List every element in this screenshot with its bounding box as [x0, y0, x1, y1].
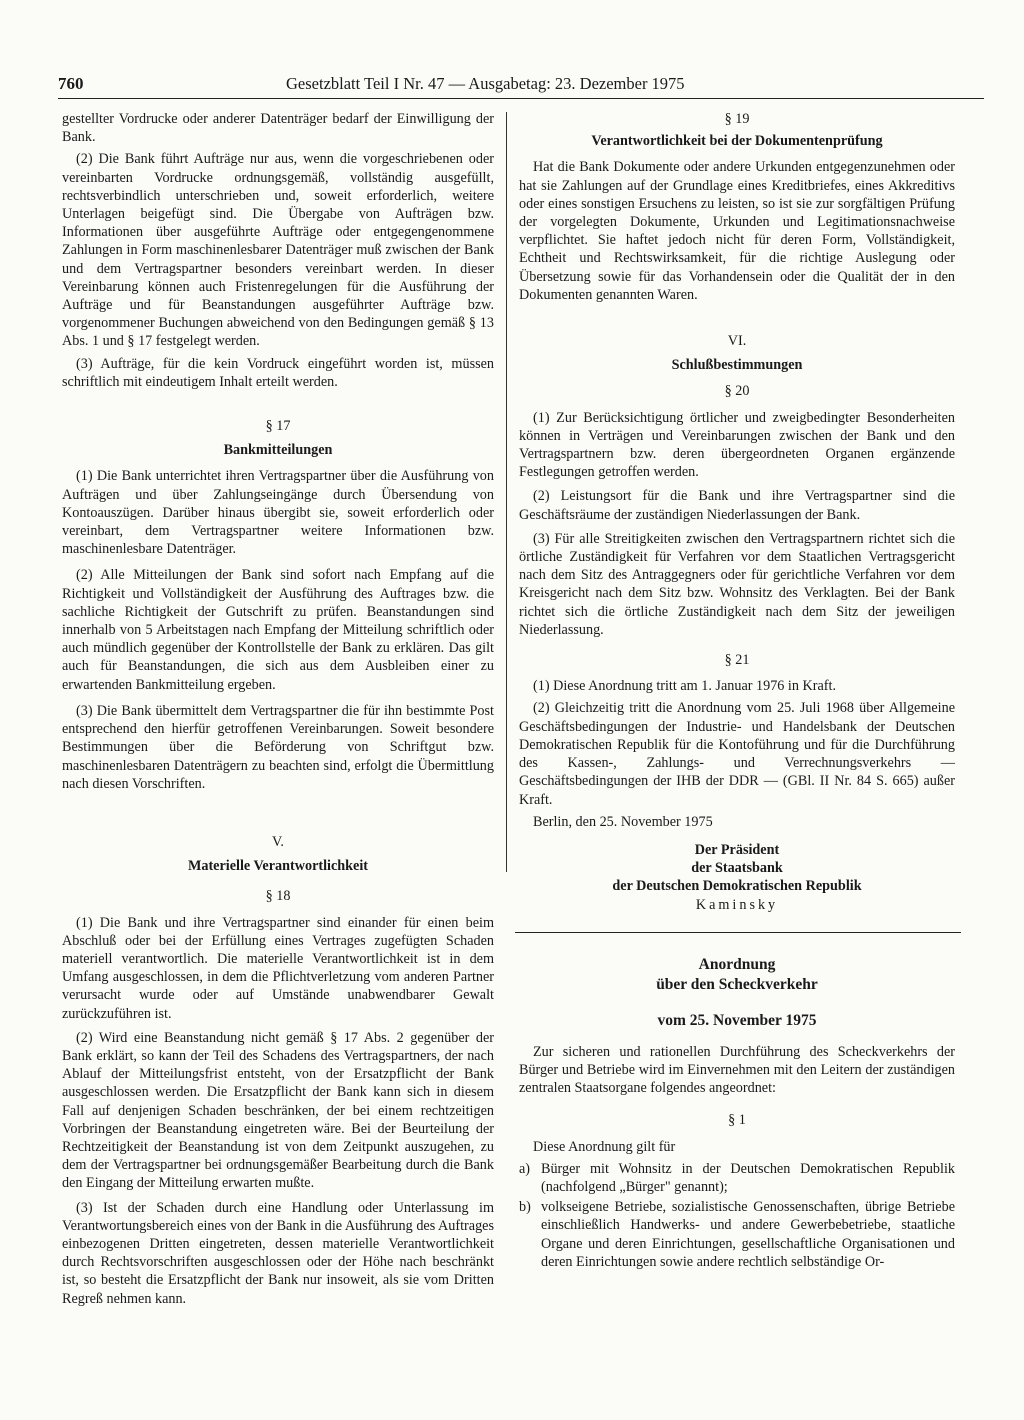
left-column: [62, 110, 494, 1312]
signature-line-3: der Deutschen Demokratischen Republik: [612, 878, 862, 895]
signature-line-1: Der Präsident: [694, 841, 780, 858]
paragraph-19: Hat die Bank Dokumente oder andere Urkunden entgegenzunehmen oder hat sie Zahlungen auf der Grundlage eines Kreditbriefes, eines Akkreditivs oder eines sonstigen Ersuchens zu leisten, so ist sie zur sorgfältigen Prüfung der vorgelegten Dokumente, Urkunden und Legitimationsnachweise verpflichtet. Sie haftet jedoch nicht für deren Form, Vollständigkeit, Echtheit und Rechtswirksamkeit, für die richtige Auslegung oder Übersetzung sowie für das Vorhandensein oder die Qualität der in den Dokumenten genannten Waren.: [519, 159, 955, 303]
section-18-symbol: § 18: [265, 888, 291, 905]
list-text-a: Bürger mit Wohnsitz in der Deutschen Demokratischen Republik (nachfolgend „Bürger" genannt);: [541, 1160, 955, 1195]
paragraph-21-1: (1) Diese Anordnung tritt am 1. Januar 1976 in Kraft.: [533, 678, 836, 695]
ordinance-preamble: Zur sicheren und rationellen Durchführung des Scheckverkehrs der Bürger und Betriebe wird im Einvernehmen mit den Leitern der zuständigen zentralen Staatsorgane folgendes angeordnet:: [519, 1043, 955, 1097]
signatory-name: Kaminsky: [695, 896, 779, 913]
ordinance-date: vom 25. November 1975: [657, 1011, 817, 1029]
section-1-intro: Diese Anordnung gilt für: [533, 1138, 676, 1155]
date-line: Berlin, den 25. November 1975: [533, 813, 713, 830]
paragraph-16-2: (2) Die Bank führt Aufträge nur aus, wenn die vorgeschriebenen oder vereinbarten Vordrucke ordnungsgemäß, vollständig ausgefüllt, rechtsverbindlich unterschrieben und, soweit erforderlich, weitere Unterlagen beigefügt sind. Die Übergabe von Aufträgen bzw. Informationen über ausgeführte Aufträge oder entgegengenommene Zahlungen in Form maschinenlesbarer Datenträger muß zwischen der Bank und dem Vertragspartner besonders vereinbart werden. In dieser Vereinbarung können auch Fristenregelungen für die Ausführung der Aufträge und für Beanstandungen ausgeführter Aufträge bzw. vorgenommener Buchungen abweichend von den Bedingungen gemäß § 13 Abs. 1 und § 17 festgelegt werden.: [62, 151, 494, 350]
ordinance-subtitle: über den Scheckverkehr: [656, 975, 818, 993]
right-column: [519, 110, 955, 1273]
header-title: Gesetzblatt Teil I Nr. 47 — Ausgabetag: 23. Dezember 1975: [286, 74, 685, 93]
chapter-5-heading: Materielle Verantwortlichkeit: [187, 858, 369, 875]
page-number: 760: [58, 74, 84, 93]
paragraph-17-1: (1) Die Bank unterrichtet ihren Vertragspartner über die Ausführung von Aufträgen und über Zahlungseingänge durch Übersendung von Kontoauszügen. Darüber hinaus übergibt sie, soweit erforderlich oder vereinbart, dem Vertragspartner weitere Informationen bzw. maschinenlesbare Datenträger.: [62, 468, 494, 558]
paragraph-16-3: (3) Aufträge, für die kein Vordruck eingeführt worden ist, müssen schriftlich mit eindeutigem Inhalt erteilt werden.: [62, 355, 494, 390]
ordinance-title: Anordnung: [698, 955, 776, 973]
continued-paragraph: gestellter Vordrucke oder anderer Datenträger bedarf der Einwilligung der Bank.: [62, 111, 494, 146]
list-item: [519, 1160, 955, 1196]
paragraph-20-3: (3) Für alle Streitigkeiten zwischen den Vertragspartnern richtet sich die örtliche Zuständigkeit für Verfahren vor dem Staatlichen Vertragsgericht nach dem Sitz des Antraggegners oder für gerichtliche Verfahren vor dem Kreisgericht nach dem Sitz bzw. Wohnsitz des Verklagten. Bei der Bank richtet sich die örtliche Zuständigkeit nach dem Sitz der jeweiligen Niederlassung.: [519, 530, 955, 638]
section-19-symbol: § 19: [724, 111, 750, 127]
column-divider: [506, 112, 507, 872]
paragraph-17-2: (2) Alle Mitteilungen der Bank sind sofort nach Empfang auf die Richtigkeit und Vollständigkeit der Ausführung des Auftrages bzw. die sachliche Richtigkeit der Gutschrift zu prüfen. Beanstandungen sind innerhalb von 5 Arbeitstagen nach Empfang der Mitteilung schriftlich oder auch mündlich gegenüber der Kontrollstelle der Bank zu erklären. Das gilt auch für Beanstandungen, die sich aus dem Ausbleiben einer zu erwartenden Bankmitteilung ergeben.: [62, 567, 494, 693]
list-text-b: volkseigene Betriebe, sozialistische Genossenschaften, übrige Betriebe einschließlich Handwerks- und andere Gewerbebetriebe, staatliche Organe und deren Einrichtungen, gesellschaftliche Organisationen und deren Einrichtungen sowie andere rechtlich selbständige Or-: [541, 1199, 955, 1270]
paragraph-21-2: (2) Gleichzeitig tritt die Anordnung vom 25. Juli 1968 über Allgemeine Geschäftsbedingungen der Industrie- und Handelsbank der Deutschen Demokratischen Republik für die Kontoführung und für die Durchführung des Kassen-, Zahlungs- und Verrechnungsverkehrs — Geschäftsbedingungen der IHB der DDR — (GBl. II Nr. 84 S. 665) außer Kraft.: [519, 700, 955, 808]
paragraph-18-2: (2) Wird eine Beanstandung nicht gemäß § 17 Abs. 2 gegenüber der Bank erklärt, so kann der Teil des Schadens des Vertragspartners, der nach Ablauf der Mitteilungsfrist entsteht, von der Ersatzpflicht der Bank ausgeschlossen werden. Die Ersatzpflicht der Bank kann sich in diesem Fall auf denjenigen Schaden beschränken, der bei einem rechtzeitigen Vorbringen der Beanstandung eingetreten wäre. Bei der Beurteilung der Rechtzeitigkeit der Beanstandung ist von dem Zeitpunkt auszugehen, zu dem der Vertragspartner bei ordnungsgemäßer Bearbeitung durch die Bank den Eingang der Mitteilung erwarten mußte.: [62, 1029, 494, 1192]
paragraph-18-3: (3) Ist der Schaden durch eine Handlung oder Unterlassung im Verantwortungsbereich eines von der Bank in die Ausführung des Auftrages einbezogenen Dritten eingetreten, dessen materielle Verantwortlichkeit durch Rechtsvorschriften ausgeschlossen oder der Höhe nach beschränkt ist, so besteht die Ersatzpflicht der Bank nur insoweit, als sie vom Dritten Regreß nehmen kann.: [62, 1199, 494, 1307]
section-19-heading: Verantwortlichkeit bei der Dokumentenprüfung: [591, 133, 883, 150]
signature-line-2: der Staatsbank: [691, 860, 783, 877]
section-21-symbol: § 21: [724, 652, 750, 669]
scope-list: [519, 1160, 955, 1271]
list-item: [519, 1198, 955, 1271]
page-header: [58, 74, 984, 99]
section-divider: [515, 932, 961, 933]
section-20-symbol: § 20: [724, 383, 750, 400]
paragraph-20-1: (1) Zur Berücksichtigung örtlicher und zweigbedingter Besonderheiten können in Verträgen und Vereinbarungen zwischen der Bank und den Vertragspartnern bzw. deren übergeordneten Organen ergänzende Festlegungen getroffen werden.: [519, 409, 955, 481]
paragraph-17-3: (3) Die Bank übermittelt dem Vertragspartner die für ihn bestimmte Post entsprechend den hierfür getroffenen Vereinbarungen. Soweit besondere Bestimmungen über die Beförderung von Schriftgut bzw. maschinenlesbaren Datenträgern zu beachten sind, erfolgt die Übermittlung nach diesen Vorschriften.: [62, 702, 494, 792]
list-label-a: a): [519, 1160, 531, 1177]
paragraph-20-2: (2) Leistungsort für die Bank und ihre Vertragspartner sind die Geschäftsräume der zuständigen Niederlassungen der Bank.: [519, 488, 955, 523]
chapter-6-heading: Schlußbestimmungen: [671, 357, 803, 374]
section-17-heading: Bankmitteilungen: [223, 442, 333, 459]
section-1-symbol: § 1: [728, 1112, 746, 1129]
paragraph-18-1: (1) Die Bank und ihre Vertragspartner sind einander für einen beim Abschluß oder bei der Erfüllung eines Vertrages zugefügten Schaden materiell verantwortlich. Die materielle Verantwortlichkeit ist in dem Umfang ausgeschlossen, in dem die Pflichtverletzung vom anderen Partner verursacht wurde oder auf Umstände unabwendbarer Gewalt zurückzuführen ist.: [62, 914, 494, 1022]
section-17-symbol: § 17: [265, 418, 291, 435]
signature-block: [519, 841, 955, 914]
list-label-b: b): [519, 1199, 531, 1216]
chapter-5-number: V.: [272, 833, 284, 850]
chapter-6-number: VI.: [727, 333, 747, 350]
